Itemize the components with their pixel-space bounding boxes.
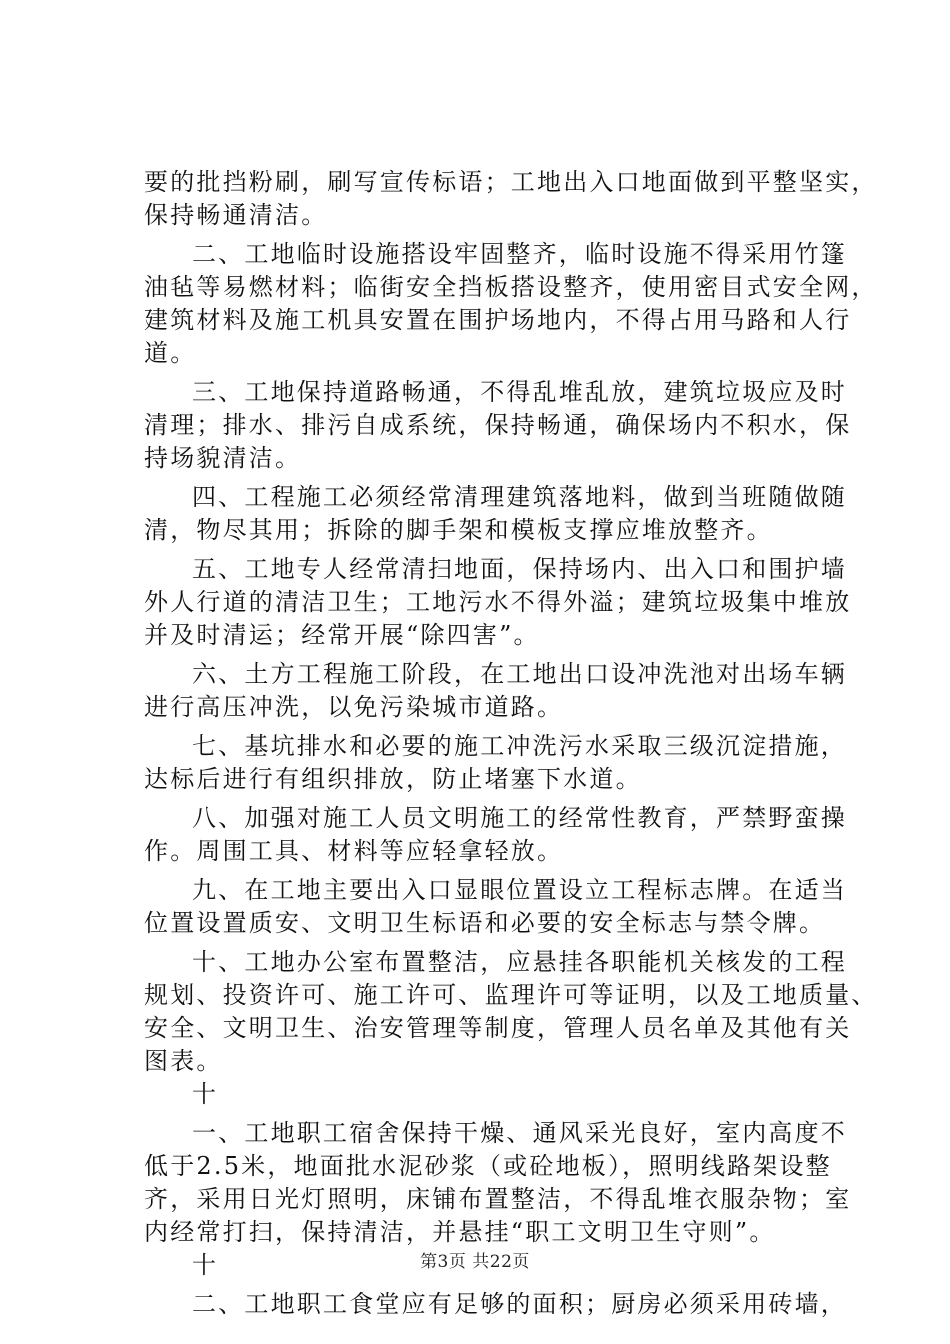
text-line: 位置设置质安、文明卫生标语和必要的安全标志与禁令牌。 <box>144 909 826 937</box>
paragraph-first-line: 六、土方工程施工阶段，在工地出口设冲洗池对出场车辆 <box>192 660 847 688</box>
text-line: 并及时清运；经常开展“除四害”。 <box>144 621 540 649</box>
page-footer <box>0 1247 950 1272</box>
text-line: 安全、文明卫生、治安管理等制度，管理人员名单及其他有关 <box>144 1014 852 1042</box>
paragraph-first-line: 七、基坑排水和必要的施工冲洗污水采取三级沉淀措施， <box>192 732 847 760</box>
text-line: 外人行道的清洁卫生；工地污水不得外溢；建筑垃圾集中堆放 <box>144 588 852 616</box>
text-line: 油毡等易燃材料；临街安全挡板搭设整齐，使用密目式安全网， <box>144 273 878 301</box>
text-line: 齐，采用日光灯照明，床铺布置整洁，不得乱堆衣服杂物；室 <box>144 1185 852 1213</box>
paragraph-number: 十 <box>192 1251 219 1279</box>
text-line: 持场貌清洁。 <box>144 444 302 472</box>
paragraph-number: 十 <box>192 1080 219 1108</box>
paragraph-first-line: 三、工地保持道路畅通，不得乱堆乱放，建筑垃圾应及时 <box>192 378 847 406</box>
text-line: 图表。 <box>144 1047 223 1075</box>
text-line: 建筑材料及施工机具安置在围护场地内，不得占用马路和人行 <box>144 306 852 334</box>
text-line: 作。周围工具、材料等应轻拿轻放。 <box>144 837 564 865</box>
text-line: 清理；排水、排污自成系统，保持畅通，确保场内不积水，保 <box>144 411 852 439</box>
text-line: 道。 <box>144 339 197 367</box>
text-line: 规划、投资许可、施工许可、监理许可等证明，以及工地质量、 <box>144 981 878 1009</box>
paragraph-first-line: 五、工地专人经常清扫地面，保持场内、出入口和围护墙 <box>192 555 847 583</box>
paragraph-first-line: 十、工地办公室布置整洁，应悬挂各职能机关核发的工程 <box>192 948 847 976</box>
document-body <box>144 166 878 1321</box>
text-line: 进行高压冲洗，以免污染城市道路。 <box>144 693 564 721</box>
text-line: 清，物尽其用；拆除的脚手架和模板支撑应堆放整齐。 <box>144 516 773 544</box>
text-line: 要的批挡粉刷，刷写宣传标语；工地出入口地面做到平整坚实， <box>144 168 878 196</box>
paragraph-first-line: 一、工地职工宿舍保持干燥、通风采光良好，室内高度不 <box>192 1119 847 1147</box>
paragraph-first-line: 八、加强对施工人员文明施工的经常性教育，严禁野蛮操 <box>192 804 847 832</box>
text-line: 内经常打扫，保持清洁，并悬挂“职工文明卫生守则”。 <box>144 1218 776 1246</box>
text-line: 保持畅通清洁。 <box>144 201 328 229</box>
text-line: 达标后进行有组织排放，防止堵塞下水道。 <box>144 765 642 793</box>
paragraph-first-line: 二、工地临时设施搭设牢固整齐，临时设施不得采用竹篷 <box>192 240 847 268</box>
page-number-label: 第3页 共22页 <box>420 1252 530 1272</box>
text-line: 低于2.5米，地面批水泥砂浆（或砼地板），照明线路架设整 <box>144 1152 832 1180</box>
paragraph-first-line: 四、工程施工必须经常清理建筑落地料，做到当班随做随 <box>192 483 847 511</box>
paragraph-first-line: 二、工地职工食堂应有足够的面积；厨房必须采用砖墙， <box>192 1290 847 1318</box>
paragraph-first-line: 九、在工地主要出入口显眼位置设立工程标志牌。在适当 <box>192 876 847 904</box>
